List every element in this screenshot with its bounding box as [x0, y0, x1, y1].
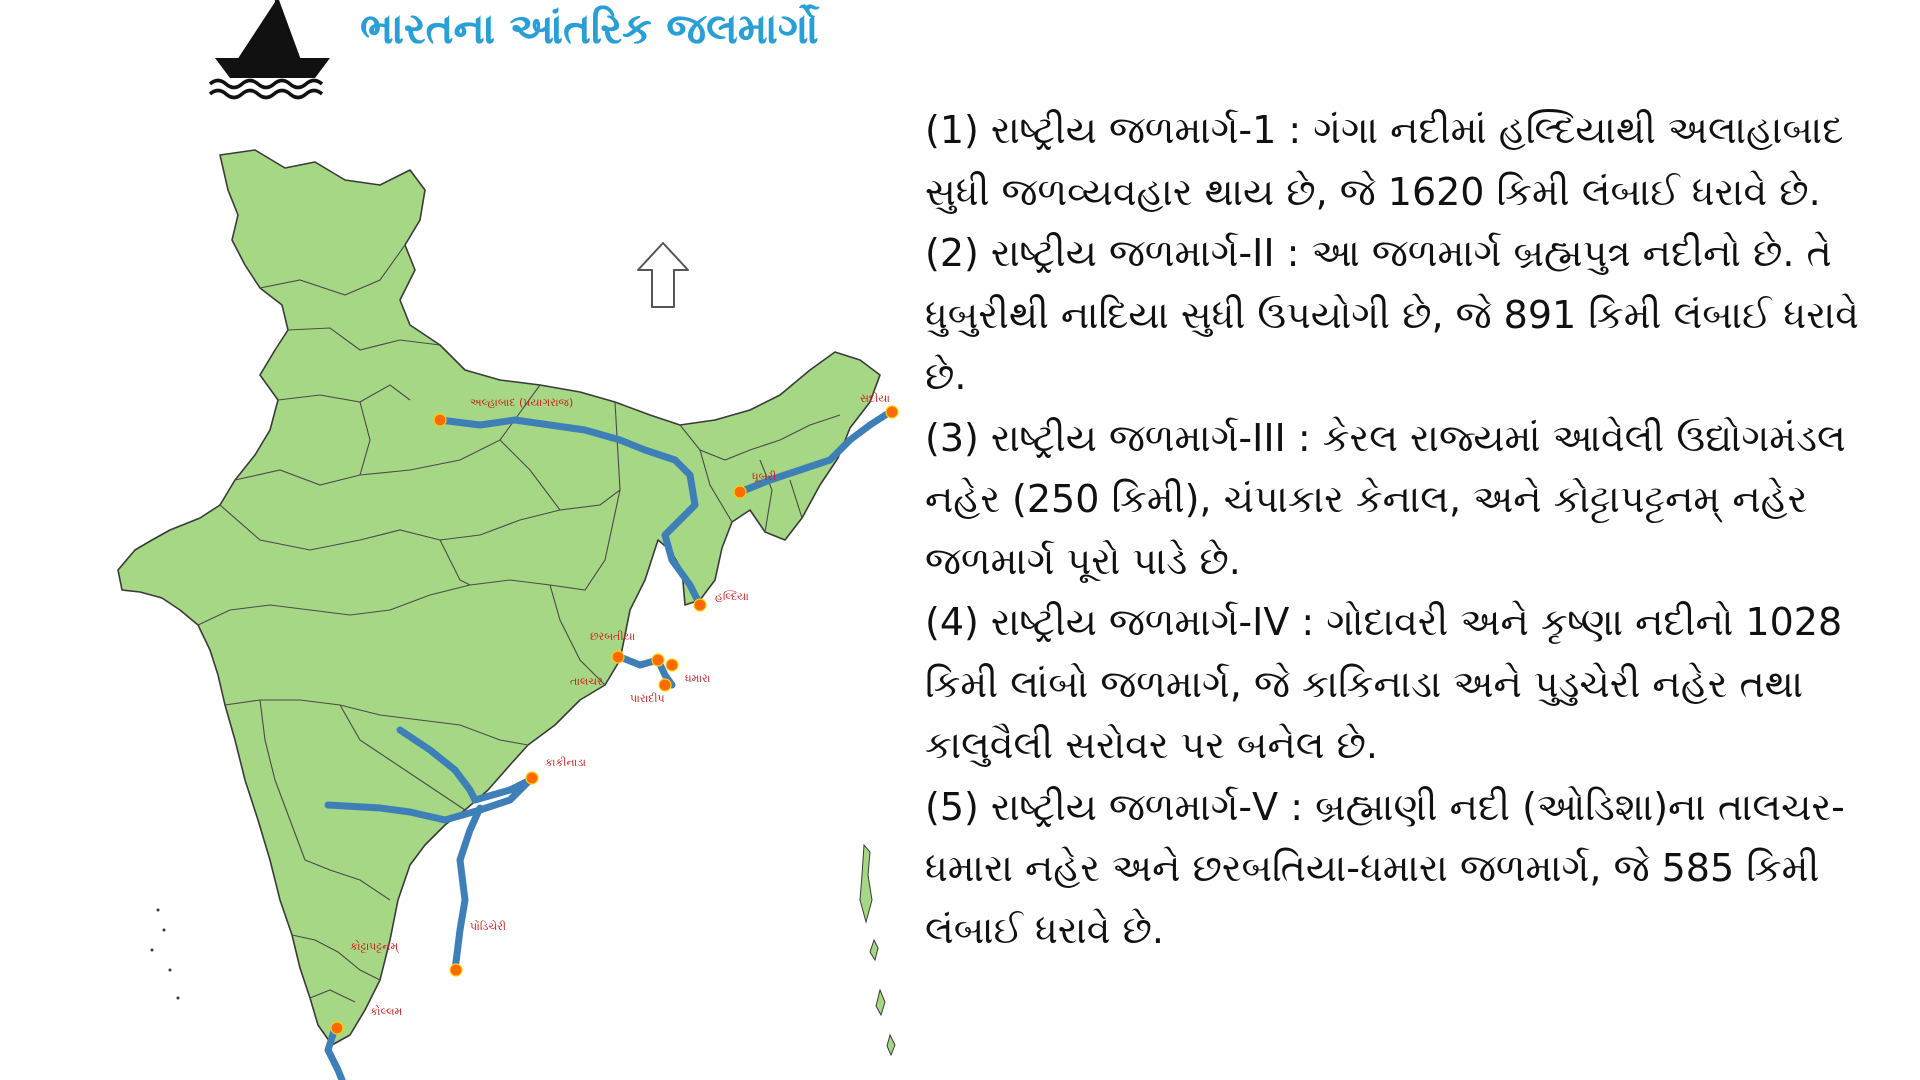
label-charbatia: છરબતીયા [590, 630, 636, 643]
label-kakinada: કાકીનાડા [545, 756, 586, 769]
label-sadiya: સદીયા [860, 392, 890, 405]
marker-kakinada [526, 772, 538, 784]
marker-talcher [612, 651, 624, 663]
marker-allahabad [434, 414, 446, 426]
label-dhamra: ધમારા [685, 672, 711, 685]
label-kollam: કોલ્લમ [370, 1005, 403, 1018]
marker-kottapuram [331, 1022, 343, 1034]
label-talcher: તાલચર [570, 675, 603, 688]
india-map [60, 140, 900, 1080]
marker-sadiya [886, 406, 898, 418]
andaman-islands [860, 845, 895, 1055]
india-landmass [118, 150, 880, 1045]
marker-puducherry [450, 964, 462, 976]
marker-dhubri [734, 486, 746, 498]
paragraph-nw1: (1) રાષ્ટ્રીય જળમાર્ગ-1 : ગંગા નદીમાં હલ્દિયાથી અલાહાબાદ સુધી જળવ્યવહાર થાય છે, જે 1620 કિમી લંબાઈ ધરાવે છે. [925, 108, 1844, 214]
north-arrow-icon [635, 240, 691, 310]
paragraph-nw2: (2) રાષ્ટ્રીય જળમાર્ગ-II : આ જળમાર્ગ બ્રહ્મપુત્ર નદીનો છે. તે ધુબુરીથી નાદિયા સુધી ઉપયોગી છે, જે 891 કિમી લંબાઈ ધરાવે છે. [925, 231, 1859, 398]
india-map-svg [60, 140, 900, 1080]
paragraph-nw3: (3) રાષ્ટ્રીય જળમાર્ગ-III : કેરલ રાજ્યમાં આવેલી ઉદ્યોગમંડલ નહેર (250 કિમી), ચંપાકાર કેનાલ, અને કોટ્ટાપટ્ટનમ્ નહેર જળમાર્ગ પૂરો પાડે છે. [925, 415, 1846, 583]
paragraph-nw5: (5) રાષ્ટ્રીય જળમાર્ગ-V : બ્રહ્માણી નદી (ઓડિશા)ના તાલચર-ધમારા નહેર અને છરબતિયા-ધમારા જળમાર્ગ, જે 585 કિમી લંબાઈ ધરાવે છે. [925, 784, 1845, 952]
page-title: ભારતના આંતરિક જલમાર્ગો [360, 4, 819, 53]
marker-haldia [694, 599, 706, 611]
label-allahabad: અલ્હાબાદ (પ્રયાગરાજ) [470, 396, 574, 409]
sailboat-icon [205, 0, 340, 100]
label-dhubri: ધૂબરી [752, 470, 777, 483]
paragraph-nw4: (4) રાષ્ટ્રીય જળમાર્ગ-IV : ગોદાવરી અને કૃષ્ણા નદીનો 1028 કિમી લાંબો જળમાર્ગ, જે કાકિનાડા અને પુડુચેરી નહેર તથા કાલુવૈલી સરોવર પર બનેલ છે. [925, 600, 1843, 767]
waterways-description [925, 100, 1900, 961]
marker-paradip [659, 679, 671, 691]
lakshadweep-islands [151, 909, 180, 1000]
marker-charbatia [652, 654, 664, 666]
label-haldia: હલ્દિયા [715, 590, 749, 603]
label-puducherry: પોંડિચેરી [470, 920, 507, 933]
marker-dhamra [666, 659, 678, 671]
label-paradip: પારાદીપ [630, 692, 665, 705]
nw4-canal-south [455, 808, 480, 970]
label-kottapuram: કોટ્ટાપટ્ટનમ્ [350, 940, 399, 953]
